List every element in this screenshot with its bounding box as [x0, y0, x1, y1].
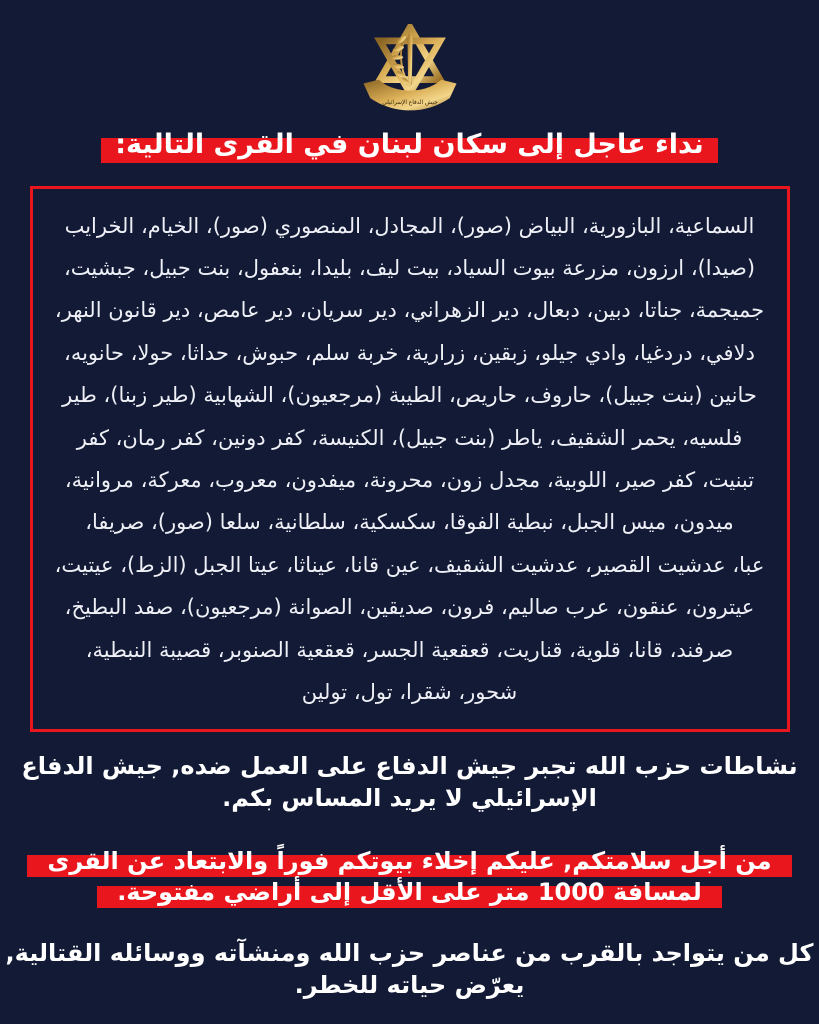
villages-line: شحور، شقرا، تول، تولين	[301, 680, 518, 705]
villages-line: فلسيه، يحمر الشقيف، ياطر (بنت جبيل)، الكنيسة، كفر دونين، كفر رمان، كفر	[76, 425, 743, 450]
paragraph-line: نشاطات حزب الله تجبر جيش الدفاع على العمل ضده, جيش الدفاع	[21, 752, 798, 780]
villages-list-box	[30, 186, 790, 732]
paragraph-line: الإسرائيلي لا يريد المساس بكم.	[222, 784, 597, 812]
villages-line: عيترون، عنقون، عرب صاليم، فرون، صديقين، الصوانة (مرجعيون)، صفد البطيخ،	[64, 595, 755, 620]
paragraph-line: يعرّض حياته للخطر.	[294, 971, 525, 999]
villages-line: ميدون، ميس الجبل، نبطية الفوقا، سكسكية، سلطانية، سلعا (صور)، صريفا،	[85, 510, 734, 535]
paragraph-hezbollah-activities	[0, 750, 819, 814]
villages-line: (صيدا)، ارزون، مزرعة بيوت السياد، بيت ليف، بليدا، بنعفول، بنت جبيل، جبشيت،	[63, 255, 756, 280]
paragraph-line: كل من يتواجد بالقرب من عناصر حزب الله ومنشآته ووسائله القتالية,	[5, 939, 814, 967]
villages-line: السماعية، البازورية، البياض (صور)، المجادل، المنصوري (صور)، الخيام، الخرايب	[64, 213, 755, 238]
paragraph-danger-warning	[0, 937, 819, 1001]
villages-line: جميجمة، جناتا، دبين، دبعال، دير الزهراني، دير سريان، دير عامص، دير قانون النهر،	[54, 298, 765, 323]
headline-text: نداء عاجل إلى سكان لبنان في القرى التالية:	[101, 129, 718, 163]
villages-line: تبنيت، كفر صير، اللوبية، مجدل زون، محرونة، ميفدون، معروب، معركة، مروانية،	[64, 468, 755, 492]
idf-emblem-logo	[0, 0, 819, 114]
banner-text: جيش الدفاع الإسرائيلي	[381, 99, 438, 106]
headline	[0, 126, 819, 164]
paragraph-evacuation-warning	[0, 846, 819, 908]
warning-line-highlighted: من أجل سلامتكم, عليكم إخلاء بيوتكم فوراً والابتعاد عن القرى	[27, 847, 791, 877]
villages-line: عبا، عدشيت القصير، عدشيت الشقيف، عين قانا، عيناثا، عيتا الجبل (الزط)، عيتيت،	[54, 552, 765, 577]
idf-emblem-icon	[347, 24, 473, 114]
villages-line: دلافي، دردغيا، وادي جيلو، زبقين، زرارية، خربة سلم، حبوش، حداثا، حولا، حانويه،	[64, 340, 755, 365]
villages-line: صرفند، قانا، قلوية، قناريت، قعقعية الجسر، قعقعية الصنوبر، قصيبة النبطية،	[85, 637, 734, 662]
villages-line: حانين (بنت جبيل)، حاروف، حاريص، الطيبة (مرجعيون)، الشهابية (طير زبنا)، طير	[62, 383, 757, 408]
sword-icon	[407, 29, 412, 89]
warning-line-highlighted: لمسافة 1000 متر على الأقل إلى أراضي مفتوحة.	[97, 878, 722, 908]
